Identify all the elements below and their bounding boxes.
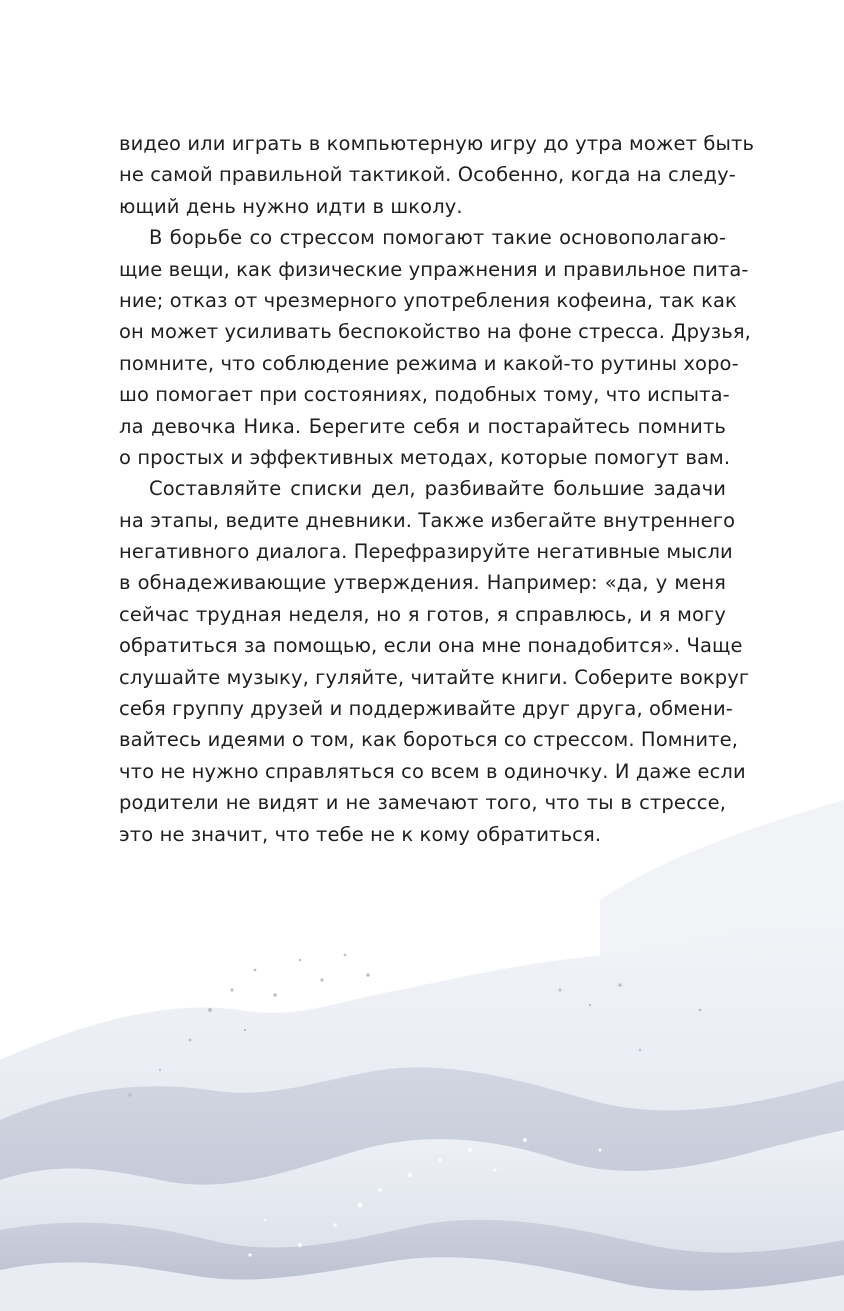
text-line: ющий день нужно идти в школу. — [119, 194, 463, 218]
text-line: на этапы, ведите дневники. Также избегайте внутреннего — [119, 508, 736, 532]
text-line: он может усиливать беспокойство на фоне стресса. Друзья, — [119, 320, 751, 344]
text-line: щие вещи, как физические упражнения и правильное пита- — [119, 257, 749, 281]
paragraph — [119, 473, 750, 850]
paragraph — [119, 222, 751, 473]
text-line: родители не видят и не замечают того, что ты в стрессе, — [119, 791, 726, 815]
text-line: в обнадеживающие утверждения. Например: «да, у меня — [119, 571, 726, 595]
text-line: В борьбе со стрессом помогают такие основополагаю- — [149, 226, 726, 250]
paragraph — [119, 128, 755, 222]
text-line: что не нужно справляться со всем в одиночку. И даже если — [119, 759, 746, 783]
text-line: это не значит, что тебе не к кому обратиться. — [119, 822, 602, 846]
text-line: вайтесь идеями о том, как бороться со стрессом. Помните, — [119, 728, 739, 752]
text-line: видео или играть в компьютерную игру до утра может быть — [119, 132, 755, 155]
text-line: слушайте музыку, гуляйте, читайте книги. Соберите вокруг — [119, 665, 750, 689]
text-line: не самой правильной тактикой. Особенно, когда на следу- — [119, 163, 736, 187]
text-line: шо помогает при состояниях, подобных тому, что испыта- — [119, 383, 730, 407]
body-text — [119, 128, 755, 850]
text-line: помните, что соблюдение режима и какой-то рутины хоро- — [119, 351, 739, 375]
text-line: Составляйте списки дел, разбивайте большие задачи — [149, 477, 726, 501]
text-line: себя группу друзей и поддерживайте друг друга, обмени- — [119, 697, 733, 721]
text-line: о простых и эффективных методах, которые помогут вам. — [119, 445, 731, 469]
text-line: негативного диалога. Перефразируйте негативные мысли — [119, 540, 733, 564]
text-line: ла девочка Ника. Берегите себя и постарайтесь помнить — [119, 414, 726, 438]
text-line: ние; отказ от чрезмерного употребления кофеина, так как — [119, 288, 737, 312]
text-line: обратиться за помощью, если она мне понадобится». Чаще — [119, 634, 743, 658]
text-line: сейчас трудная неделя, но я готов, я справлюсь, и я могу — [119, 602, 726, 626]
